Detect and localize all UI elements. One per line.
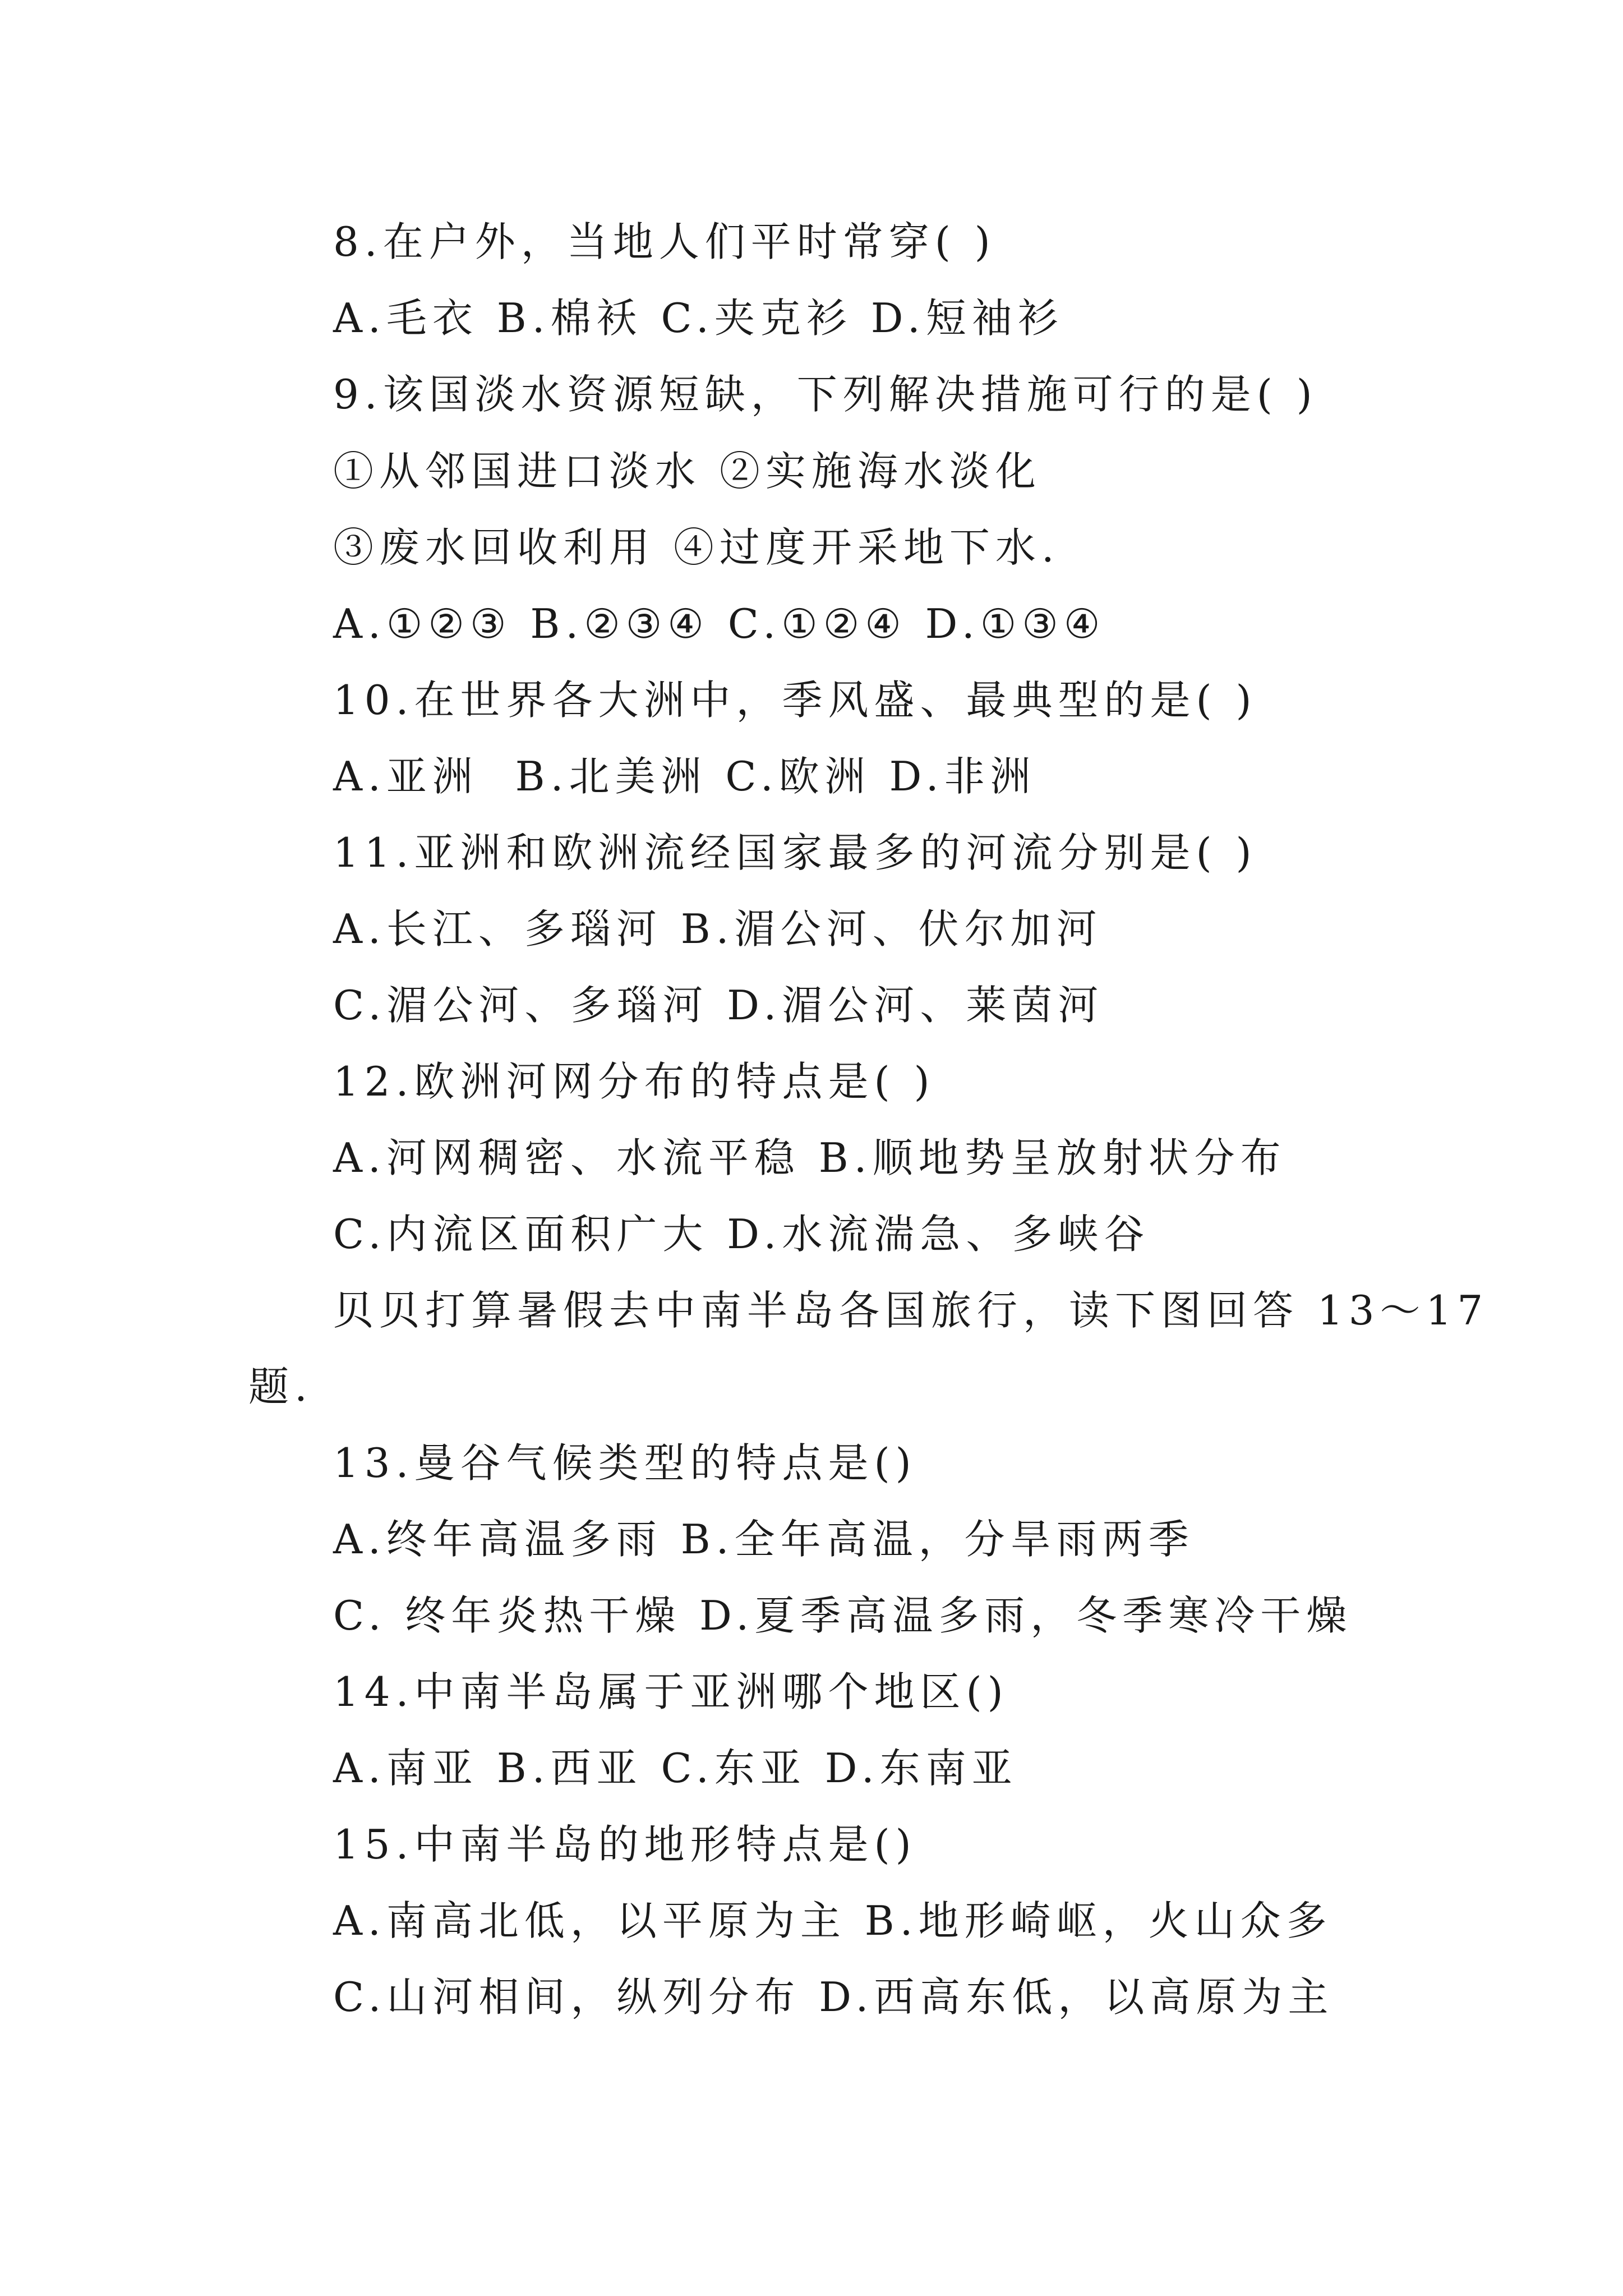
question-15-stem: 15.中南半岛的地形特点是()	[333, 1821, 917, 1868]
passage-intro: 贝贝打算暑假去中南半岛各国旅行，读下图回答 13～17	[333, 1287, 1489, 1334]
passage-intro-continued: 题.	[248, 1363, 313, 1410]
question-11-options-1: A.长江、多瑙河 B.湄公河、伏尔加河	[333, 905, 1103, 953]
question-11-options-2: C.湄公河、多瑙河 D.湄公河、莱茵河	[333, 982, 1104, 1029]
question-13-options-1: A.终年高温多雨 B.全年高温，分旱雨两季	[333, 1516, 1195, 1563]
question-10-stem: 10.在世界各大洲中，季风盛、最典型的是( )	[333, 677, 1257, 724]
question-11-stem: 11.亚洲和欧洲流经国家最多的河流分别是( )	[333, 829, 1257, 876]
question-13-options-2: C. 终年炎热干燥 D.夏季高温多雨，冬季寒冷干燥	[333, 1592, 1353, 1639]
question-12-options-2: C.内流区面积广大 D.水流湍急、多峡谷	[333, 1211, 1150, 1258]
question-13-stem: 13.曼谷气候类型的特点是()	[333, 1439, 917, 1487]
question-15-options-2: C.山河相间，纵列分布 D.西高东低，以高原为主	[333, 1973, 1334, 2021]
question-12-stem: 12.欧洲河网分布的特点是( )	[333, 1058, 935, 1105]
question-14-options: A.南亚 B.西亚 C.东亚 D.东南亚	[333, 1745, 1018, 1792]
question-9-measures-2: ③废水回收利用 ④过度开采地下水.	[333, 524, 1060, 571]
question-12-options-1: A.河网稠密、水流平稳 B.顺地势呈放射状分布	[333, 1134, 1287, 1181]
question-8-options: A.毛衣 B.棉袄 C.夹克衫 D.短袖衫	[333, 295, 1064, 342]
question-9-measures-1: ①从邻国进口淡水 ②实施海水淡化	[333, 448, 1041, 495]
question-10-options: A.亚洲 B.北美洲 C.欧洲 D.非洲	[333, 753, 1036, 800]
question-14-stem: 14.中南半岛属于亚洲哪个地区()	[333, 1668, 1009, 1715]
question-15-options-1: A.南高北低，以平原为主 B.地形崎岖，火山众多	[333, 1897, 1332, 1944]
question-9-options: A.①②③ B.②③④ C.①②④ D.①③④	[333, 600, 1106, 647]
question-9-stem: 9.该国淡水资源短缺，下列解决措施可行的是( )	[333, 371, 1318, 418]
question-8-stem: 8.在户外，当地人们平时常穿( )	[333, 218, 996, 265]
